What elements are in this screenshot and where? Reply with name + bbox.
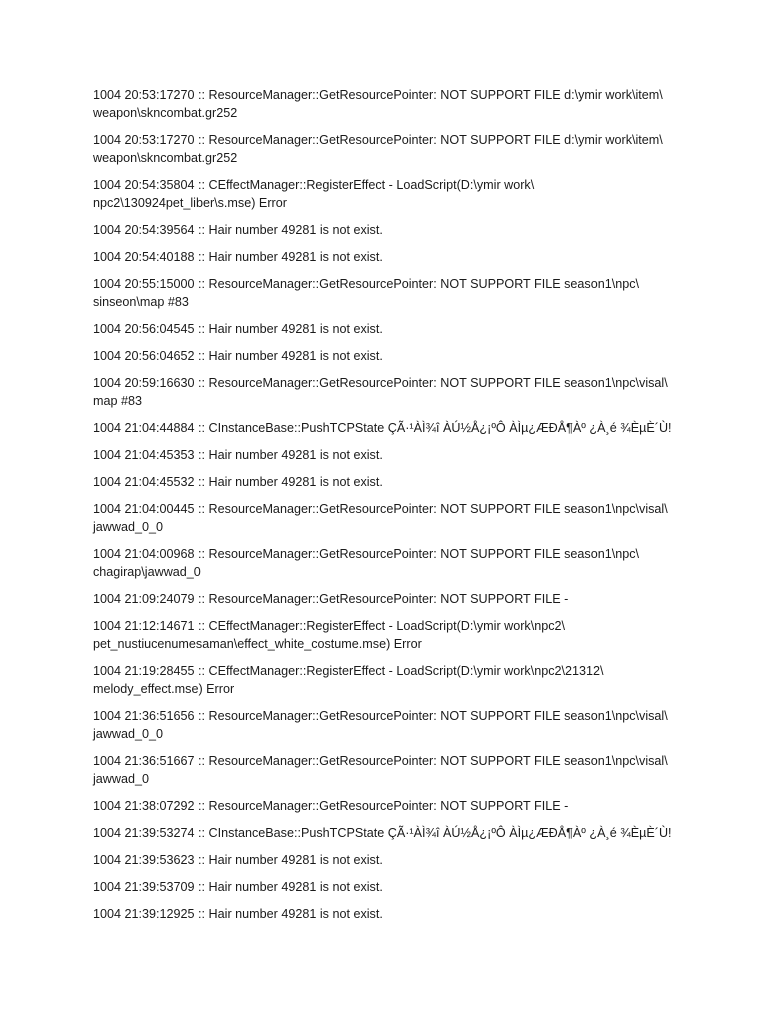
log-entry: 1004 21:09:24079 :: ResourceManager::GetResourcePointer: NOT SUPPORT FILE - xyxy=(93,592,569,606)
log-entry: 1004 21:04:45353 :: Hair number 49281 is not exist. xyxy=(93,448,383,462)
log-entry: 1004 21:12:14671 :: CEffectManager::RegisterEffect - LoadScript(D:\ymir work\npc2\ pet_nustiucenumesaman\effect_white_costume.mse) Error xyxy=(93,619,566,651)
log-entry: 1004 21:04:45532 :: Hair number 49281 is not exist. xyxy=(93,475,383,489)
log-entry: 1004 21:36:51656 :: ResourceManager::GetResourcePointer: NOT SUPPORT FILE season1\npc\visal\ jawwad_0_0 xyxy=(93,709,668,741)
log-entry: 1004 21:38:07292 :: ResourceManager::GetResourcePointer: NOT SUPPORT FILE - xyxy=(93,799,569,813)
log-entry: 1004 21:19:28455 :: CEffectManager::RegisterEffect - LoadScript(D:\ymir work\npc2\21312\ melody_effect.mse) Error xyxy=(93,664,604,696)
log-entry: 1004 20:54:40188 :: Hair number 49281 is not exist. xyxy=(93,250,383,264)
log-entry: 1004 21:39:53623 :: Hair number 49281 is not exist. xyxy=(93,853,383,867)
log-entry: 1004 20:56:04545 :: Hair number 49281 is not exist. xyxy=(93,322,383,336)
log-entry: 1004 21:39:53274 :: CInstanceBase::PushTCPState ÇÃ·¹ÀÌ¾î ÀÚ½Å¿¡ºÔ ÀÌµ¿ÆÐÅ¶Àº ¿À¸é ¾ÈµÈ´Ù! xyxy=(93,826,672,840)
log-entry: 1004 20:59:16630 :: ResourceManager::GetResourcePointer: NOT SUPPORT FILE season1\npc\visal\ map #83 xyxy=(93,376,668,408)
log-entry: 1004 21:39:12925 :: Hair number 49281 is not exist. xyxy=(93,907,383,921)
log-entry: 1004 21:04:44884 :: CInstanceBase::PushTCPState ÇÃ·¹ÀÌ¾î ÀÚ½Å¿¡ºÔ ÀÌµ¿ÆÐÅ¶Àº ¿À¸é ¾ÈµÈ´Ù! xyxy=(93,421,672,435)
log-entry: 1004 21:39:53709 :: Hair number 49281 is not exist. xyxy=(93,880,383,894)
log-entry: 1004 21:04:00445 :: ResourceManager::GetResourcePointer: NOT SUPPORT FILE season1\npc\visal\ jawwad_0_0 xyxy=(93,502,668,534)
log-entry: 1004 20:53:17270 :: ResourceManager::GetResourcePointer: NOT SUPPORT FILE d:\ymir work\item\ weapon\skncombat.gr252 xyxy=(93,88,663,120)
log-entry: 1004 20:53:17270 :: ResourceManager::GetResourcePointer: NOT SUPPORT FILE d:\ymir work\item\ weapon\skncombat.gr252 xyxy=(93,133,663,165)
log-entry: 1004 20:54:35804 :: CEffectManager::RegisterEffect - LoadScript(D:\ymir work\ npc2\130924pet_liber\s.mse) Error xyxy=(93,178,535,210)
log-entry: 1004 20:56:04652 :: Hair number 49281 is not exist. xyxy=(93,349,383,363)
log-entry: 1004 21:04:00968 :: ResourceManager::GetResourcePointer: NOT SUPPORT FILE season1\npc\ chagirap\jawwad_0 xyxy=(93,547,640,579)
log-entry: 1004 21:36:51667 :: ResourceManager::GetResourcePointer: NOT SUPPORT FILE season1\npc\visal\ jawwad_0 xyxy=(93,754,668,786)
log-entry: 1004 20:55:15000 :: ResourceManager::GetResourcePointer: NOT SUPPORT FILE season1\npc\ sinseon\map #83 xyxy=(93,277,640,309)
log-document xyxy=(93,86,683,932)
log-entry: 1004 20:54:39564 :: Hair number 49281 is not exist. xyxy=(93,223,383,237)
